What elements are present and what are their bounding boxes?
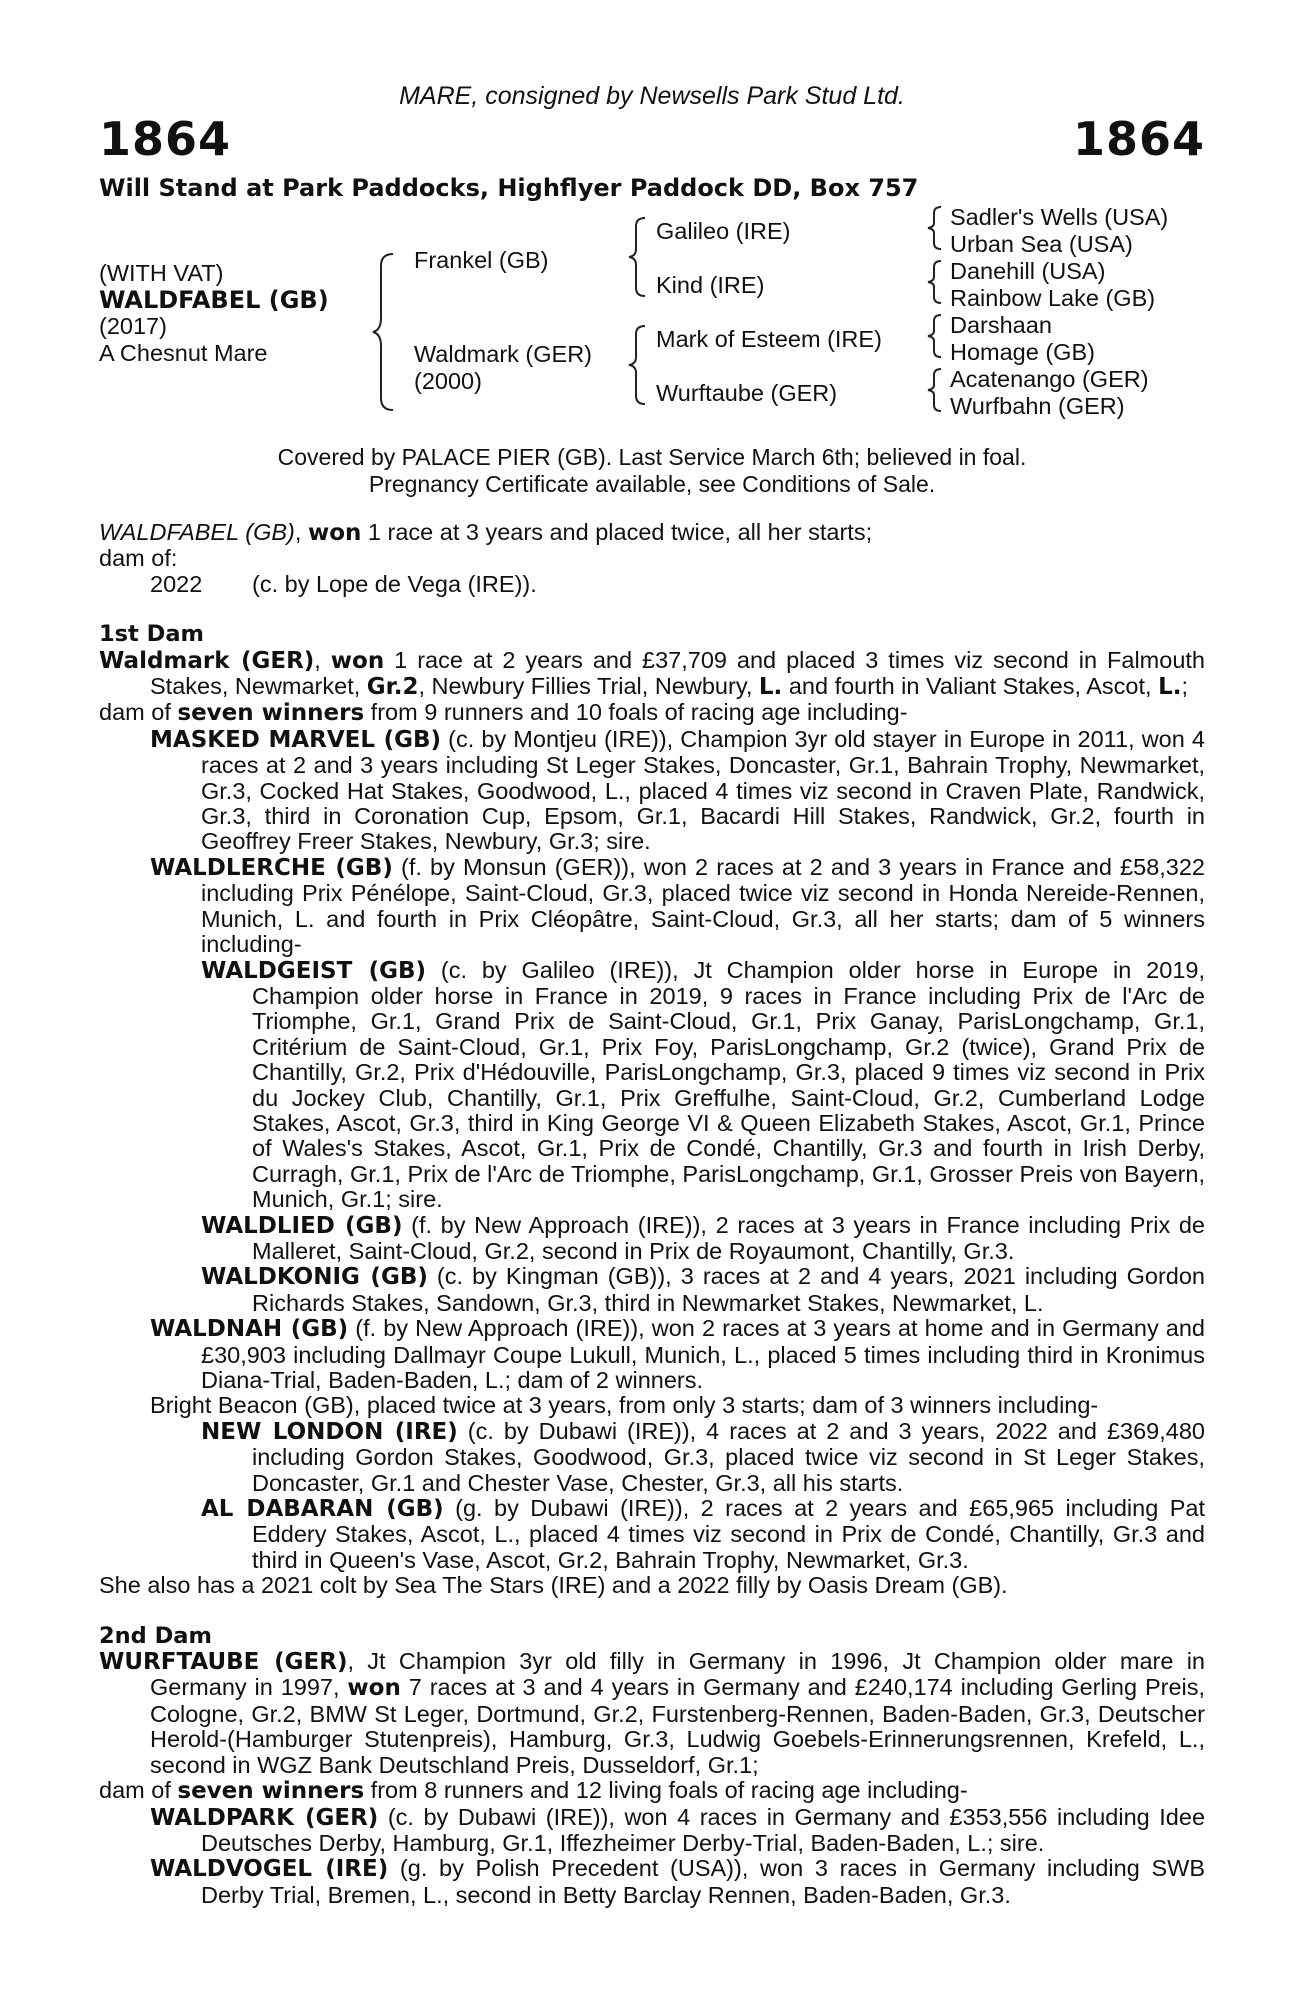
horse-description: A Chesnut Mare xyxy=(99,340,268,366)
gg-sire-4: Acatenango (GER) xyxy=(950,366,1149,392)
brace-g4 xyxy=(925,367,947,413)
lot-number-left: 1864 xyxy=(99,112,232,166)
horse-year: (2017) xyxy=(99,313,167,339)
covered-line-2: Pregnancy Certificate available, see Conditions of Sale. xyxy=(368,471,936,497)
brace-dam xyxy=(627,324,653,406)
gg-dam-4: Wurfbahn (GER) xyxy=(950,393,1125,419)
dam-sire: Mark of Esteem (IRE) xyxy=(656,326,882,352)
brace-sire xyxy=(627,216,653,298)
gg-sire-1: Sadler's Wells (USA) xyxy=(950,204,1169,230)
sire-sire: Galileo (IRE) xyxy=(656,218,791,244)
dam: Waldmark (GER) xyxy=(414,341,592,367)
sire: Frankel (GB) xyxy=(414,247,549,273)
progeny-waldpark: WALDPARK (GER) (c. by Dubawi (IRE)), won 4 races in Germany and £353,556 including Idee Deutsches Derby, Hamburg, Gr.1, Iffezheimer Derby-Trial, Baden-Baden, L.; sire. xyxy=(150,1803,1206,1856)
pedigree-table xyxy=(99,200,1205,419)
first-dam-heading: 1st Dam xyxy=(99,621,204,648)
brace-g2 xyxy=(925,259,947,305)
intro-dam-of: dam of: xyxy=(99,545,178,572)
progeny-waldlerche: WALDLERCHE (GB) (f. by Monsun (GER)), won 2 races at 2 and 3 years in France and £58,322 including Prix Pénélope, Saint-Cloud, Gr.3, placed twice viz second in Honda Nereide-Rennen, Munich, L. and fourth in Prix Cléopâtre, Saint-Cloud, Gr.3, all her starts; dam of 5 winners including- xyxy=(150,853,1205,958)
sire-dam: Kind (IRE) xyxy=(656,272,765,298)
gg-dam-1: Urban Sea (USA) xyxy=(950,231,1133,257)
progeny-waldnah: WALDNAH (GB) (f. by New Approach (IRE)), won 2 races at 3 years at home and in Germany and £30,903 including Dallmayr Coupe Lukull, Munich, L., placed 5 times including third in Kronimus Diana-Trial, Baden-Baden, L.; dam of 2 winners. xyxy=(150,1315,1206,1393)
intro-foal: 2022 (c. by Lope de Vega (IRE)). xyxy=(150,570,537,597)
gg-sire-3: Darshaan xyxy=(950,312,1052,338)
lot-number-right: 1864 xyxy=(1072,112,1205,166)
dam-dam: Wurftaube (GER) xyxy=(656,380,838,406)
progeny-waldvogel: WALDVOGEL (IRE) (g. by Polish Precedent (USA)), won 3 races in Germany including SWB Derby Trial, Bremen, L., second in Betty Barclay Rennen, Baden-Baden, Gr.3. xyxy=(150,1855,1205,1908)
intro-line: WALDFABEL (GB), won 1 race at 3 years and placed twice, all her starts; xyxy=(99,519,873,546)
first-dam-progeny-summary: dam of seven winners from 9 runners and 10 foals of racing age including- xyxy=(99,699,908,727)
covered-line-1: Covered by PALACE PIER (GB). Last Service March 6th; believed in foal. xyxy=(277,444,1027,470)
pedigree-notes xyxy=(99,520,1205,1908)
progeny-new-london: NEW LONDON (IRE) (c. by Dubawi (IRE)), 4 races at 2 and 3 years, 2022 and £369,480 including Gordon Stakes, Goodwood, Gr.3, placed twice viz second in St Leger Stakes, Doncaster, Gr.1 and Chester Vase, Chester, Gr.3, all his starts. xyxy=(201,1417,1205,1496)
horse-name: WALDFABEL (GB) xyxy=(99,286,329,314)
consignment-line: MARE, consigned by Newsells Park Stud Ltd. xyxy=(399,82,905,110)
progeny-waldkonig: WALDKONIG (GB) (c. by Kingman (GB)), 3 races at 2 and 4 years, 2021 including Gordon Richards Stakes, Sandown, Gr.3, third in Newmarket Stakes, Newmarket, L. xyxy=(201,1263,1206,1316)
gg-sire-2: Danehill (USA) xyxy=(950,258,1106,284)
first-dam-entry: Waldmark (GER), won 1 race at 2 years and £37,709 and placed 3 times viz second in Falmouth Stakes, Newmarket, Gr.2, Newbury Fillies Trial, Newbury, L. and fourth in Valiant Stakes, Ascot, L.; xyxy=(99,646,1205,701)
progeny-waldlied: WALDLIED (GB) (f. by New Approach (IRE)), 2 races at 3 years in France including Prix de Malleret, Saint-Cloud, Gr.2, second in Prix de Royaumont, Chantilly, Gr.3. xyxy=(201,1211,1205,1264)
dam-year: (2000) xyxy=(414,368,482,394)
progeny-al-dabaran: AL DABARAN (GB) (g. by Dubawi (IRE)), 2 races at 2 years and £65,965 including Pat Eddery Stakes, Ascot, L., placed 4 times viz second in Prix de Condé, Chantilly, Gr.3 and third in Queen's Vase, Ascot, Gr.2, Bahrain Trophy, Newmarket, Gr.3. xyxy=(201,1495,1206,1573)
second-dam-entry: WURFTAUBE (GER), Jt Champion 3yr old filly in Germany in 1996, Jt Champion older mare in Germany in 1997, won 7 races at 3 and 4 years in Germany and £240,174 including Gerling Preis, Cologne, Gr.2, BMW St Leger, Dortmund, Gr.2, Furstenberg-Rennen, Baden-Baden, Gr.3, Deutscher Herold-(Hamburger Stutenpreis), Hamburg, Gr.3, Ludwig Goebels-Erinnerungsrennen, Krefeld, L., second in WGZ Bank Deutschland Preis, Dusseldorf, Gr.1; xyxy=(99,1648,1206,1778)
covered-note xyxy=(99,444,1205,498)
progeny-bright-beacon: Bright Beacon (GB), placed twice at 3 years, from only 3 starts; dam of 3 winners including- xyxy=(150,1392,1099,1419)
second-dam-progeny-summary: dam of seven winners from 8 runners and 12 living foals of racing age including- xyxy=(99,1777,968,1805)
second-dam-heading: 2nd Dam xyxy=(99,1622,212,1649)
brace-g1 xyxy=(925,205,947,251)
progeny-masked-marvel: MASKED MARVEL (GB) (c. by Montjeu (IRE)), Champion 3yr old stayer in Europe in 2011, won 4 races at 2 and 3 years including St Leger Stakes, Doncaster, Gr.1, Bahrain Trophy, Newmarket, Gr.3, Cocked Hat Stakes, Goodwood, L., placed 4 times viz second in Craven Plate, Randwick, Gr.3, third in Coronation Cup, Epsom, Gr.1, Bacardi Hill Stakes, Randwick, Gr.2, fourth in Geoffrey Freer Stakes, Newbury, Gr.3; sire. xyxy=(150,725,1205,855)
vat-note: (WITH VAT) xyxy=(99,260,224,286)
gg-dam-2: Rainbow Lake (GB) xyxy=(950,285,1156,311)
gg-dam-3: Homage (GB) xyxy=(950,339,1095,365)
brace-g3 xyxy=(925,313,947,359)
first-dam-also: She also has a 2021 colt by Sea The Stars (IRE) and a 2022 filly by Oasis Dream (GB). xyxy=(99,1572,1008,1599)
progeny-waldgeist: WALDGEIST (GB) (c. by Galileo (IRE)), Jt Champion older horse in Europe in 2019, Champion older horse in France in 2019, 9 races in France including Prix de l'Arc de Triomphe, Gr.1, Grand Prix de Saint-Cloud, Gr.1, Prix Ganay, ParisLongchamp, Gr.1, Critérium de Saint-Cloud, Gr.1, Prix Foy, ParisLongchamp, Gr.2 (twice), Grand Prix de Chantilly, Gr.2, Prix d'Hédouville, ParisLongchamp, Gr.3, placed 9 times viz second in Prix du Jockey Club, Chantilly, Gr.1, Prix Greffulhe, Saint-Cloud, Gr.2, Cumberland Lodge Stakes, Ascot, Gr.3, third in King George VI & Queen Elizabeth Stakes, Ascot, Gr.1, Prince of Wales's Stakes, Ascot, Gr.1, Prix de Condé, Chantilly, Gr.3 and fourth in Irish Derby, Curragh, Gr.1, Prix de l'Arc de Triomphe, ParisLongchamp, Gr.1, Grosser Preis von Bayern, Munich, Gr.1; sire. xyxy=(201,956,1205,1213)
brace-main xyxy=(371,252,401,412)
stand-location: Will Stand at Park Paddocks, Highflyer Paddock DD, Box 757 xyxy=(99,174,919,202)
